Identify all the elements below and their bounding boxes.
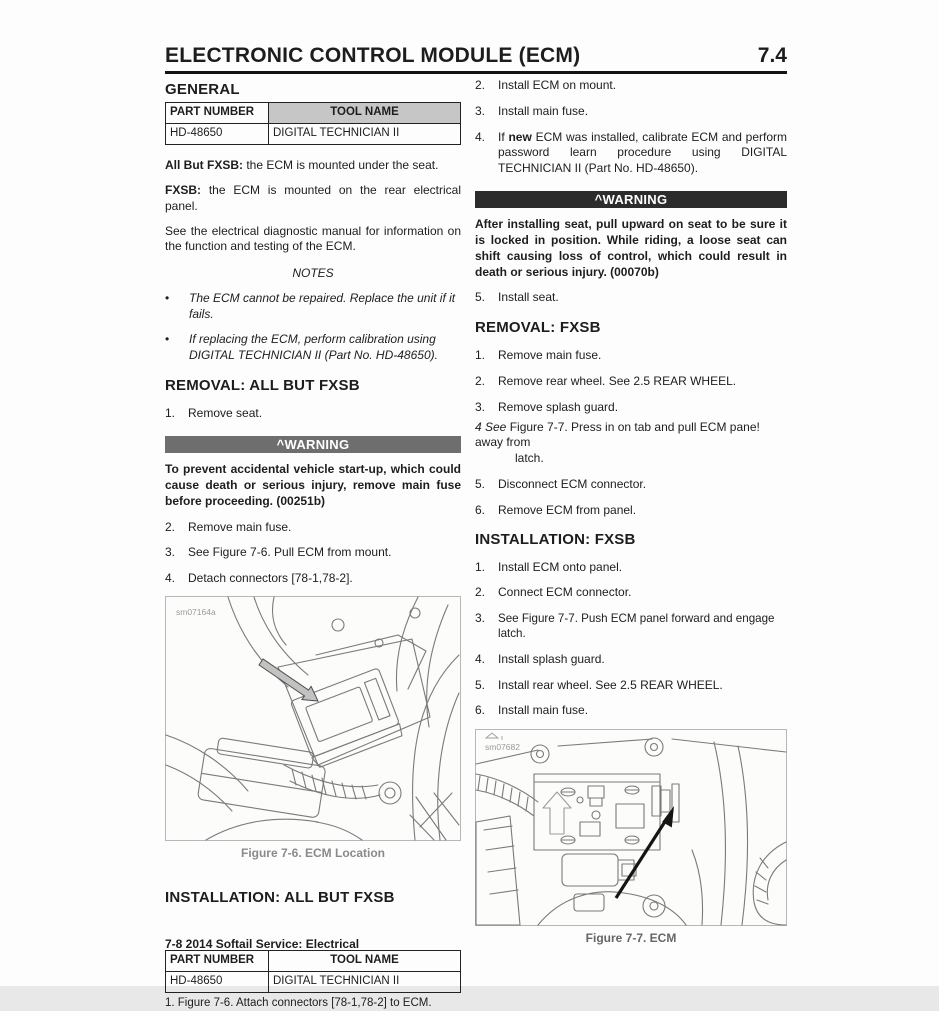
table-row (166, 123, 461, 144)
step-number-italic: 4 See (475, 419, 507, 434)
step-number: 2. (475, 78, 486, 92)
general-heading: GENERAL (165, 81, 240, 98)
step-text: Install splash guard. (498, 651, 605, 666)
figure-watermark: sm07682 (485, 742, 520, 753)
step-number: 3. (165, 545, 176, 560)
step-text: Install ECM onto panel. (498, 559, 623, 574)
figure-watermark: sm07164a (176, 607, 216, 618)
step-text: Remove ECM from panel. (498, 502, 637, 517)
step-number: 3. (475, 399, 486, 414)
step-text: Install seat. (498, 290, 559, 305)
paragraph-diagnostic-manual: See the electrical diagnostic manual for information on the function and testing of the ECM. (165, 223, 461, 254)
step-text-post: ECM was installed, calibrate ECM and perform password learn procedure using DIGITAL TECHNICIAN II (Part No. HD-48650). (498, 129, 787, 176)
step-item (475, 348, 787, 364)
step-number: 4. (165, 571, 176, 586)
step-text (498, 130, 787, 177)
step-item (475, 290, 787, 306)
tool-name-cell: DIGITAL TECHNICIAN II (269, 123, 461, 144)
step-item (475, 78, 787, 94)
step-text: Remove seat. (188, 406, 263, 421)
step-item (475, 374, 787, 390)
table-header-tool-name: TOOL NAME (269, 950, 461, 971)
step-number: 4. (475, 129, 486, 144)
installation-fxsb-heading: INSTALLATION: FXSB (475, 530, 636, 548)
section-number: 7.4 (757, 44, 787, 67)
bullet-icon: • (165, 291, 170, 306)
step-item (475, 703, 787, 719)
bold-lead: All But FXSB: (165, 158, 243, 173)
step-item (475, 560, 787, 576)
step-number: 5. (475, 290, 486, 305)
table-header-tool-name: TOOL NAME (269, 102, 461, 123)
step-text: Remove main fuse. (188, 519, 292, 534)
warning-text: To prevent accidental vehicle start-up, which could cause death or serious injury, remove main fuse before proceeding. (00251b) (165, 462, 461, 508)
header-rule (165, 71, 787, 74)
step-text: Install ECM on mount. (498, 78, 617, 92)
step-number: 2. (165, 519, 176, 534)
page-header (165, 44, 787, 68)
step-text-wrap: latch. (515, 451, 544, 466)
step-number: 6. (475, 703, 486, 718)
step-number: 1. (475, 559, 486, 574)
step-number: 1. (165, 406, 176, 421)
step-number: 6. (475, 502, 486, 517)
bold-lead: FXSB: (165, 182, 201, 197)
bullet-icon: • (165, 331, 170, 346)
step-item (165, 520, 461, 536)
figure-7-6 (165, 596, 461, 841)
removal-fxsb-heading: REMOVAL: FXSB (475, 319, 601, 337)
step-text: Remove splash guard. (498, 399, 619, 414)
part-number-cell: HD-48650 (166, 123, 269, 144)
step-number: 2. (475, 373, 486, 388)
step-item (165, 571, 461, 587)
paragraph-text: the ECM is mounted under the seat. (243, 158, 439, 173)
step-number: 5. (475, 477, 486, 492)
note-item (165, 332, 461, 364)
step-text: Disconnect ECM connector. (498, 477, 647, 492)
part-number-cell: HD-48650 (166, 971, 269, 992)
figure-7-7-caption: Figure 7-7. ECM (585, 931, 677, 946)
step-text: Install main fuse. (498, 103, 589, 118)
step-text-bold: new (508, 129, 532, 144)
warning-banner: ^WARNING (475, 191, 787, 208)
step-item (475, 104, 787, 120)
step-item (475, 678, 787, 694)
step-text: Install main fuse. (498, 703, 589, 718)
page-title: ELECTRONIC CONTROL MODULE (ECM) (165, 44, 581, 67)
step-text: Figure 7-7. Press in on tab and pull ECM pane! away from (475, 419, 760, 450)
paragraph-fxsb (165, 183, 461, 215)
step-item (165, 406, 461, 422)
removal-all-but-fxsb-heading: REMOVAL: ALL BUT FXSB (165, 377, 360, 395)
tool-name-cell: DIGITAL TECHNICIAN II (269, 971, 461, 992)
page-footer: 7-8 2014 Softail Service: Electrical (165, 937, 360, 951)
step-number: 1. (475, 348, 486, 363)
right-column (475, 78, 787, 947)
table-note: 1. Figure 7-6. Attach connectors [78-1,78-2] to ECM. (165, 996, 432, 1009)
step-number: 2. (475, 585, 486, 600)
warning-banner: ^WARNING (165, 436, 461, 453)
step-item (475, 400, 787, 416)
step-text: Remove main fuse. (498, 348, 602, 363)
step-item (475, 585, 787, 601)
tool-table-installation (165, 950, 461, 993)
step-text-pre: If (498, 129, 509, 144)
paragraph-all-but-fxsb (165, 158, 461, 174)
figure-7-7 (475, 729, 787, 926)
tool-table-general (165, 102, 461, 145)
step-number: 3. (475, 103, 486, 118)
step-text: Detach connectors [78-1,78-2]. (188, 571, 353, 586)
step-text: Install rear wheel. See 2.5 REAR WHEEL. (498, 677, 723, 692)
paragraph-text: the ECM is mounted on the rear electrical panel. (165, 182, 461, 213)
step-item (475, 652, 787, 668)
step-item (165, 545, 461, 561)
pointer-arrow-icon (616, 806, 674, 898)
step-item-irregular (475, 420, 787, 467)
figure-7-6-line-art (166, 597, 460, 840)
step-item (475, 477, 787, 493)
step-text: Connect ECM connector. (498, 585, 632, 600)
step-text: See Figure 7-6. Pull ECM from mount. (188, 545, 392, 560)
step-item (475, 503, 787, 519)
step-text: See Figure 7-7. Push ECM panel forward and engage latch. (498, 612, 775, 641)
warning-text: After installing seat, pull upward on seat to be sure it is locked in position. While riding, a loose seat can shift causing loss of control, which could result in death or serious injury. (00070b) (475, 217, 787, 279)
left-column (165, 80, 461, 1011)
step-number: 5. (475, 677, 486, 692)
table-header-part-number: PART NUMBER (166, 102, 269, 123)
step-number: 3. (475, 611, 486, 626)
note-text: The ECM cannot be repaired. Replace the unit if it fails. (189, 291, 456, 321)
figure-7-6-caption: Figure 7-6. ECM Location (240, 846, 385, 861)
step-number: 4. (475, 651, 486, 666)
table-row (166, 971, 461, 992)
step-text: Remove rear wheel. See 2.5 REAR WHEEL. (498, 373, 737, 388)
step-item (475, 611, 787, 642)
installation-all-but-fxsb-heading: INSTALLATION: ALL BUT FXSB (165, 888, 395, 906)
note-text: If replacing the ECM, perform calibration using DIGITAL TECHNICIAN II (Part No. HD-48650). (189, 331, 438, 362)
notes-heading: NOTES (292, 266, 334, 281)
figure-7-7-line-art (476, 730, 786, 925)
note-item (165, 291, 461, 323)
step-item (475, 130, 787, 177)
table-header-part-number: PART NUMBER (166, 950, 269, 971)
